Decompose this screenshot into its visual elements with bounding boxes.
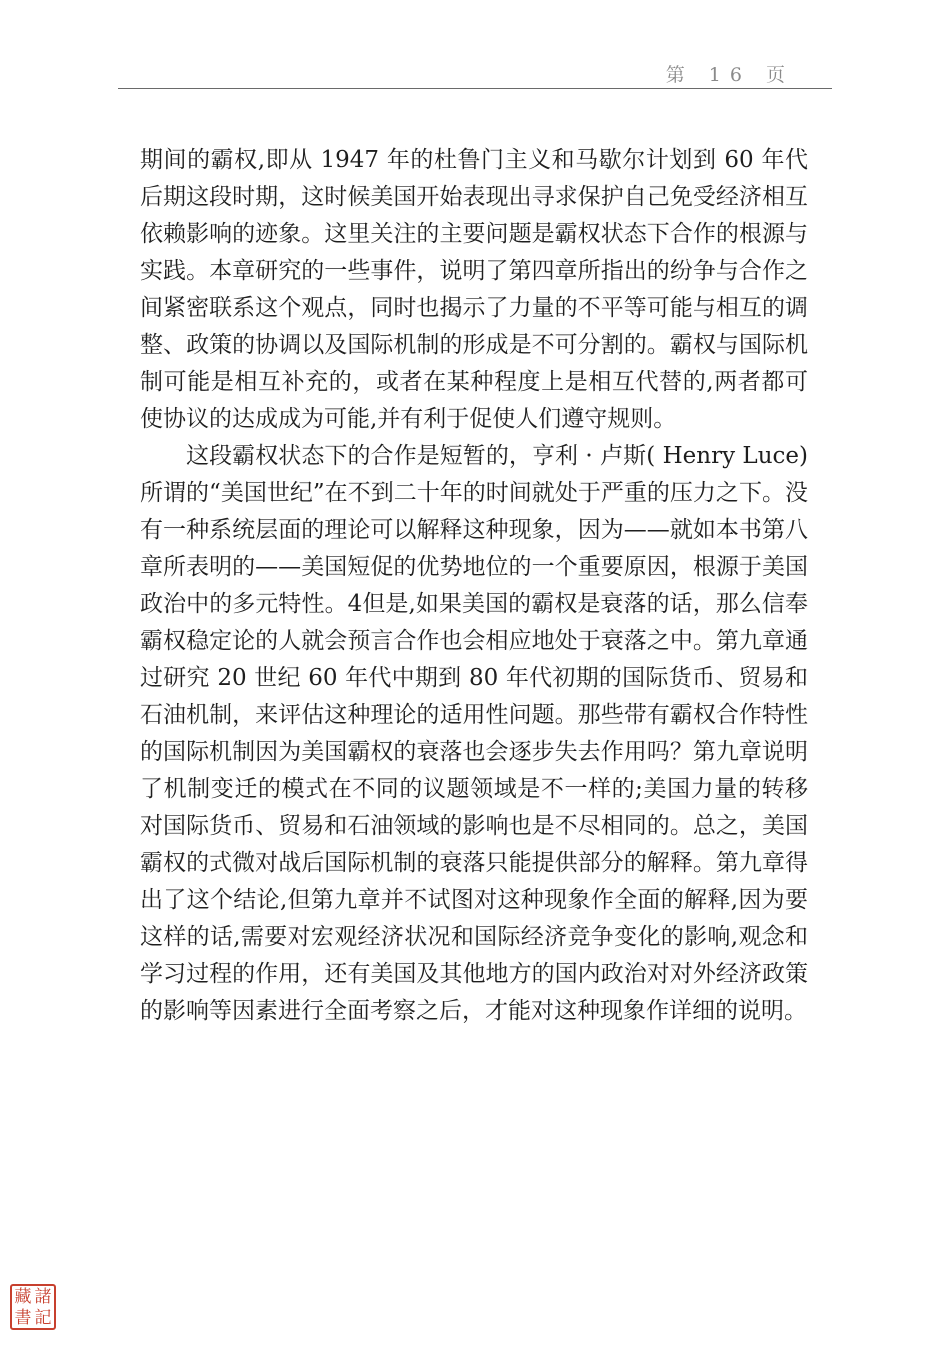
paragraph-2: 这段霸权状态下的合作是短暂的，亨利 · 卢斯( Henry Luce)所谓的“美国世纪”在不到二十年的时间就处于严重的压力之下。没有一种系统层面的理论可以解释这种现象，因为——就如本书第八章所表明的——美国短促的优势地位的一个重要原因，根源于美国政治中的多元特性。4但是,如果美国的霸权是衰落的话，那么信奉霸权稳定论的人就会预言合作也会相应地处于衰落之中。第九章通过研究 20 世纪 60 年代中期到 80 年代初期的国际货币、贸易和石油机制，来评估这种理论的适用性问题。那些带有霸权合作特性的国际机制因为美国霸权的衰落也会逐步失去作用吗？第九章说明了机制变迁的模式在不同的议题领域是不一样的;美国力量的转移对国际货币、贸易和石油领域的影响也是不尽相同的。总之，美国霸权的式微对战后国际机制的衰落只能提供部分的解释。第九章得出了这个结论,但第九章并不试图对这种现象作全面的解释,因为要这样的话,需要对宏观经济状况和国际经济竞争变化的影响,观念和学习过程的作用，还有美国及其他地方的国内政治对对外经济政策的影响等因素进行全面考察之后，才能对这种现象作详细的说明。 (140, 443, 808, 1024)
seal-char: 諸 (34, 1287, 52, 1307)
body-text (140, 142, 808, 1030)
seal-char: 記 (34, 1308, 52, 1328)
page-number: 第 16 页 (665, 64, 794, 86)
page-header (118, 58, 832, 89)
collector-seal (10, 1284, 56, 1330)
seal-char: 藏 (14, 1287, 32, 1307)
paragraph-1: 期间的霸权,即从 1947 年的杜鲁门主义和马歇尔计划到 60 年代后期这段时期，这时候美国开始表现出寻求保护自己免受经济相互依赖影响的迹象。这里关注的主要问题是霸权状态下合作的根源与实践。本章研究的一些事件，说明了第四章所指出的纷争与合作之间紧密联系这个观点，同时也揭示了力量的不平等可能与相互的调整、政策的协调以及国际机制的形成是不可分割的。霸权与国际机制可能是相互补充的，或者在某种程度上是相互代替的,两者都可使协议的达成成为可能,并有利于促使人们遵守规则。 (140, 147, 808, 432)
seal-char: 書 (14, 1308, 32, 1328)
